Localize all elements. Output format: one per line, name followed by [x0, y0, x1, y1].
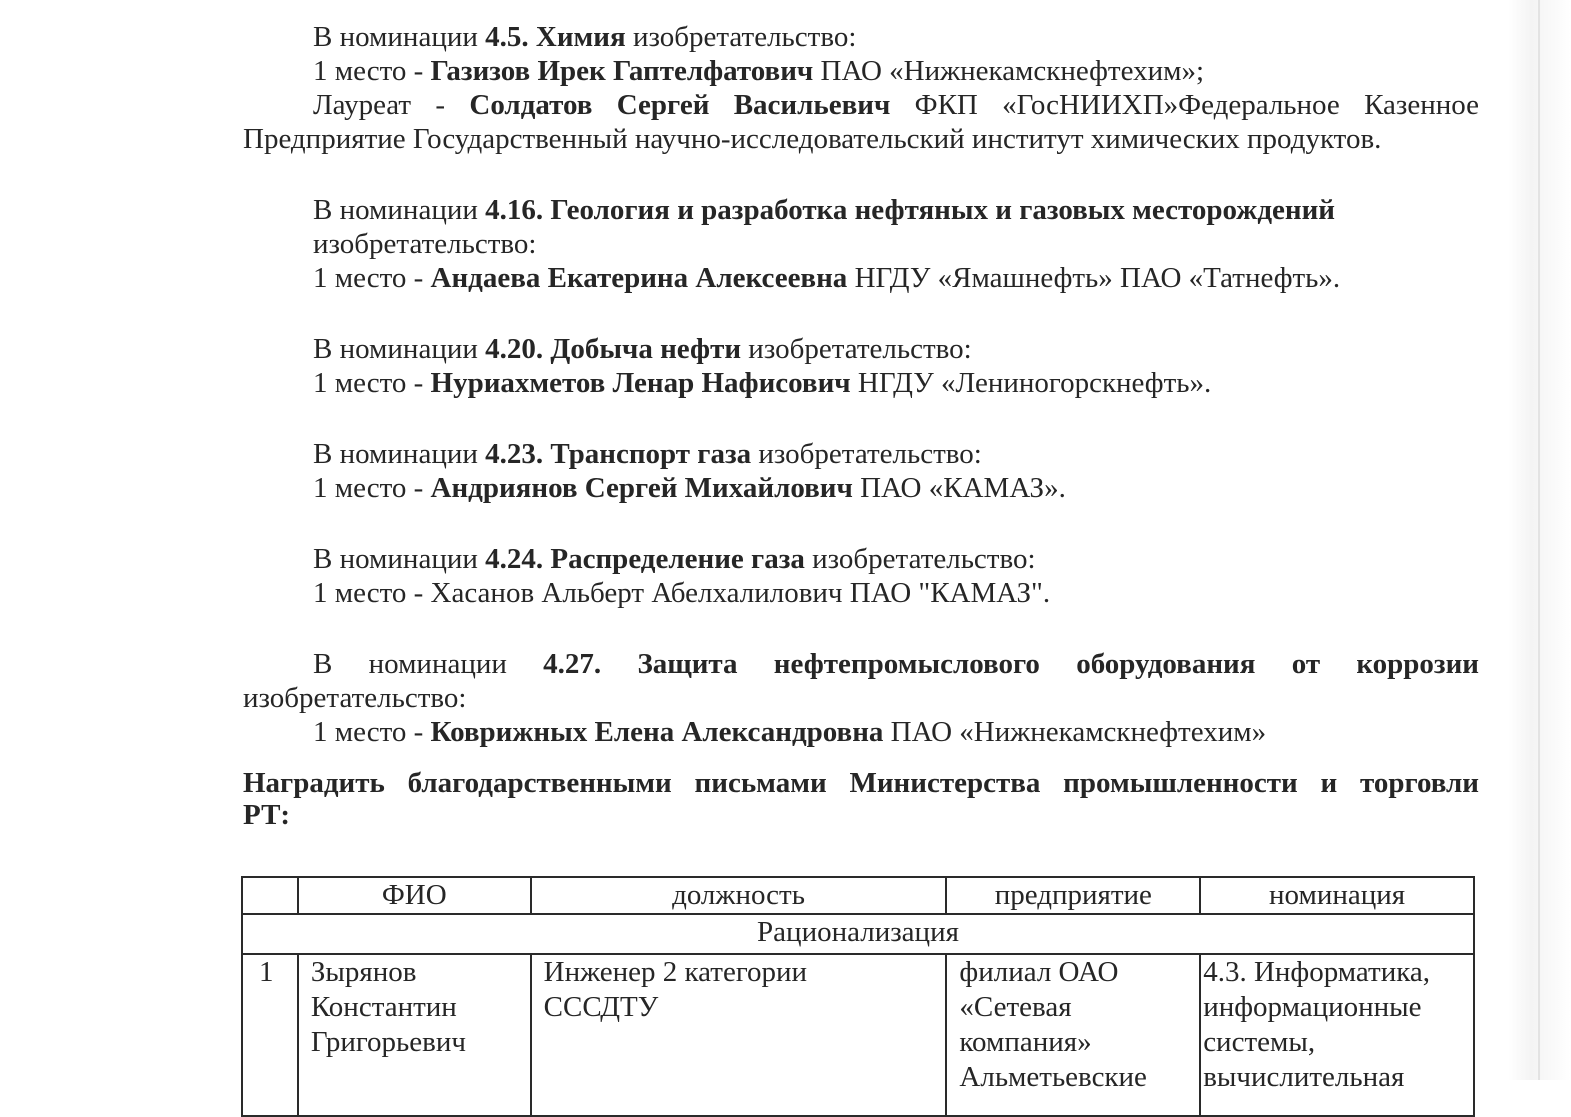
row-enterprise	[946, 954, 1200, 1116]
scan-edge	[1538, 0, 1540, 1080]
place-line: 1 место - Нуриахметов Ленар Нафисович НГДУ «Лениногорскнефть».	[313, 367, 1212, 399]
nomination-block-4-5	[243, 20, 1479, 156]
place-line: 1 место - Андриянов Сергей Михайлович ПАО «КАМАЗ».	[313, 472, 1066, 504]
place-line: 1 место - Коврижных Елена Александровна ПАО «Нижнекамскнефтехим»	[313, 716, 1267, 748]
nomination-line: системы,	[1203, 1026, 1316, 1058]
enterprise-line: филиал ОАО	[959, 956, 1119, 988]
nomination-block-4-27	[243, 647, 1479, 749]
row-fio	[298, 954, 531, 1116]
column-header-position: должность	[531, 877, 947, 914]
category-line: изобретательство:	[313, 228, 537, 260]
nomination-block-4-16	[243, 193, 1479, 295]
position-line: СССДТУ	[543, 991, 659, 1023]
nomination-line: информационные	[1203, 991, 1422, 1023]
nomination-line: В номинации 4.24. Распределение газа изобретательство:	[313, 543, 1036, 575]
enterprise-line: компания»	[959, 1026, 1092, 1058]
table-row	[242, 954, 1474, 1116]
place-line: 1 место - Хасанов Альберт Абелхалилович ПАО "КАМАЗ".	[313, 577, 1051, 609]
awards-table	[241, 876, 1475, 1117]
awards-heading-line: Наградить благодарственными письмами Министерства промышленности и торговли	[243, 767, 1479, 799]
nomination-line: В номинации 4.23. Транспорт газа изобретательство:	[313, 438, 982, 470]
column-header-number	[242, 877, 298, 914]
section-label: Рационализация	[242, 914, 1474, 954]
column-header-enterprise: предприятие	[946, 877, 1200, 914]
position-line: Инженер 2 категории	[543, 956, 808, 988]
nomination-line: В номинации 4.5. Химия изобретательство:	[313, 21, 857, 53]
nomination-block-4-24	[243, 542, 1479, 610]
table-section-row	[242, 914, 1474, 954]
fio-line: Григорьевич	[310, 1026, 466, 1058]
nomination-line: вычислительная	[1203, 1061, 1405, 1093]
enterprise-line: Альметьевские	[959, 1061, 1147, 1093]
row-position	[531, 954, 947, 1116]
table-header-row	[242, 877, 1474, 914]
nomination-block-4-20	[243, 332, 1479, 400]
nomination-line: В номинации 4.20. Добыча нефти изобретательство:	[313, 333, 972, 365]
place-line: 1 место - Газизов Ирек Гаптелфатович ПАО «Нижнекамскнефтехим»;	[313, 55, 1205, 87]
document-body	[243, 20, 1479, 831]
row-nomination	[1200, 954, 1474, 1116]
column-header-nomination: номинация	[1200, 877, 1474, 914]
nomination-line: В номинации 4.16. Геология и разработка нефтяных и газовых месторождений	[313, 194, 1335, 226]
laureate-line: Лауреат - Солдатов Сергей Васильевич ФКП «ГосНИИХП»Федеральное Казенное	[313, 89, 1480, 121]
column-header-fio: ФИО	[298, 877, 531, 914]
awards-heading	[243, 767, 1479, 831]
nomination-block-4-23	[243, 437, 1479, 505]
row-number: 1	[242, 954, 298, 1116]
place-line: 1 место - Андаева Екатерина Алексеевна НГДУ «Ямашнефть» ПАО «Татнефть».	[313, 262, 1341, 294]
enterprise-line: «Сетевая	[959, 991, 1072, 1023]
nomination-line: В номинации 4.27. Защита нефтепромыслового оборудования от коррозии	[313, 648, 1479, 680]
awards-heading-line: РТ:	[243, 799, 291, 831]
category-line: изобретательство:	[243, 682, 467, 714]
fio-line: Константин	[310, 991, 457, 1023]
nomination-line: 4.3. Информатика,	[1203, 956, 1430, 988]
fio-line: Зырянов	[310, 956, 417, 988]
laureate-continuation-line: Предприятие Государственный научно-исследовательский институт химических продуктов.	[243, 123, 1382, 155]
